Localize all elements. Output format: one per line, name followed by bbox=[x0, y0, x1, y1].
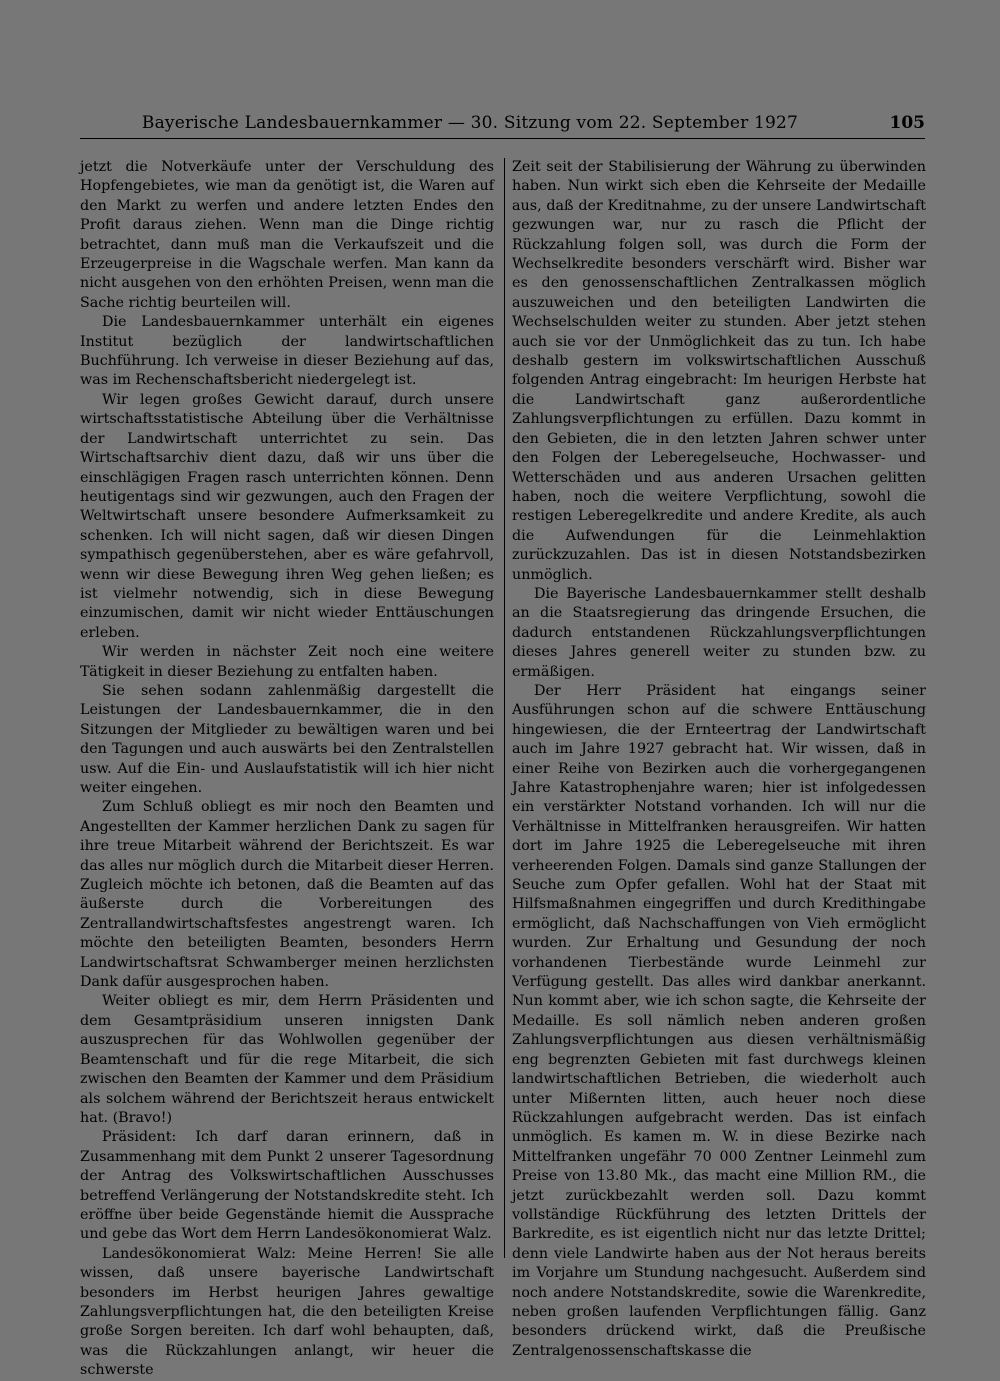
page-number: 105 bbox=[889, 113, 925, 133]
left-column bbox=[80, 158, 494, 1381]
column-divider bbox=[504, 158, 505, 1258]
paragraph: Die Landesbauernkammer unterhält ein eigenes Institut bezüglich der landwirtschaftlichen Buchführung. Ich verweise in dieser Beziehung auf das, was im Rechenschaftsbericht niedergelegt ist. bbox=[80, 314, 494, 389]
paragraph: Wir legen großes Gewicht darauf, durch unsere wirtschaftsstatistische Abteilung über die Verhältnisse der Landwirtschaft unterrichtet zu sein. Das Wirtschaftsarchiv dient dazu, daß wir uns über die einschlägigen Fragen rasch unterrichten können. Denn heutigentags sind wir gezwungen, auch den Fragen der Weltwirtschaft unsere besondere Aufmerksamkeit zu schenken. Ich will nicht sagen, daß wir diesen Dingen sympathisch gegenüberstehen, aber es wäre gefahrvoll, wenn wir diese Bewegung ihren Weg gehen ließen; es ist vielmehr notwendig, sich in diese Bewegung einzumischen, damit wir nicht wieder Enttäuschungen erleben. bbox=[80, 391, 494, 641]
paragraph: Weiter obliegt es mir, dem Herrn Präsidenten und dem Gesamtpräsidium unseren innigsten Dank auszusprechen für das Wohlwollen gegenüber der Beamtenschaft und für die rege Mitarbeit, die sich zwischen den Beamten der Kammer und dem Präsidium als solchem während der Berichtszeit heraus entwickelt hat. (Bravo!) bbox=[80, 993, 494, 1126]
header-title: Bayerische Landesbauernkammer — 30. Sitzung vom 22. September 1927 bbox=[141, 113, 799, 133]
paragraph: Zeit seit der Stabilisierung der Währung zu überwinden haben. Nun wirkt sich eben die Kehrseite der Medaille aus, daß der Kreditnahme, zu der unsere Landwirtschaft gezwungen war, nur zu rasch die Pflicht der Rückzahlung folgen soll, was durch die Form der Wechselkredite besonders verschärft wird. Bisher war es den genossenschaftlichen Zentralkassen möglich auszuweichen und den beteiligten Landwirten die Wechselschulden weiter zu stunden. Aber jetzt stehen auch sie vor der Unmöglichkeit das zu tun. Ich habe deshalb gestern im volkswirtschaftlichen Ausschuß folgenden Antrag eingebracht: Im heurigen Herbste hat die Landwirtschaft ganz außerordentliche Zahlungsverpflichtungen zu erfüllen. Dazu kommt in den Gebieten, die in den letzten Jahren schwer unter den Folgen der Leberegelseuche, Hochwasser- und Wetterschäden und aus anderen Ursachen gelitten haben, noch die weitere Verpflichtung, sowohl die restigen Leberegelkredite und andere Kredite, als auch die Aufwendungen für die Leinmehlaktion zurückzuzahlen. Das ist in diesen Notstandsbezirken unmöglich. bbox=[512, 159, 926, 583]
paragraph: Der Herr Präsident hat eingangs seiner Ausführungen schon auf die schwere Enttäuschung hingewiesen, die der Ernteertrag der Landwirtschaft auch im Jahre 1927 gebracht hat. Wir wissen, daß in einer Reihe von Bezirken auch die vorhergegangenen Jahre Katastrophenjahre waren; hier ist infolgedessen ein verstärkter Notstand vorhanden. Ich will nur die Verhältnisse in Mittelfranken herausgreifen. Wir hatten dort im Jahre 1925 die Leberegelseuche mit ihren verheerenden Folgen. Damals sind ganze Stallungen der Seuche zum Opfer gefallen. Wohl hat der Staat mit Hilfsmaßnahmen eingegriffen und durch Kredithingabe ermöglicht, daß Nachschaffungen von Vieh ermöglicht wurden. Zur Erhaltung und Gesundung der noch vorhandenen Tierbestände wurde Leinmehl zur Verfügung gestellt. Das alles wird dankbar anerkannt. Nun kommt aber, wie ich schon sagte, die Kehrseite der Medaille. Es soll nämlich neben anderen großen Zahlungsverpflichtungen aus diesen verhältnismäßig eng begrenzten Gebieten mit fast durchwegs kleinen landwirtschaftlichen Betrieben, die wiederholt auch unter Mißernten litten, auch heuer noch diese Rückzahlungen aufgebracht werden. Das ist einfach unmöglich. Es kamen m. W. in diese Bezirke nach Mittelfranken ungefähr 70 000 Zentner Leinmehl zum Preise von 13.80 Mk., das macht eine Million RM., die jetzt zurückbezahlt werden soll. Dazu kommt vollständige Rückführung des letzten Drittels der Barkredite, es ist eigentlich nicht nur das letzte Drittel; denn viele Landwirte haben aus der Not heraus bereits im Vorjahre um Stundung nachgesucht. Außerdem sind noch andere Notstandskredite, sowie die Warenkredite, neben großen laufenden Verpflichtungen fällig. Ganz besonders drückend wirkt, daß die Preußische Zentralgenossenschaftskasse die bbox=[512, 682, 926, 1359]
right-column bbox=[512, 158, 926, 1361]
paragraph: Landesökonomierat Walz: Meine Herren! Sie alle wissen, daß unsere bayerische Landwirtschaft besonders im Herbst heurigen Jahres gewaltige Zahlungsverpflichtungen hat, die den beteiligten Kreise große Sorgen bereiten. Ich darf wohl behaupten, daß, was die Rückzahlungen anlangt, wir heuer die schwerste bbox=[80, 1245, 494, 1379]
header-rule bbox=[80, 138, 925, 139]
paragraph: Präsident: Ich darf daran erinnern, daß in Zusammenhang mit dem Punkt 2 unserer Tagesordnung der Antrag des Volkswirtschaftlichen Ausschusses betreffend Verlängerung der Notstandskredite steht. Ich eröffne über beide Gegenstände hiemit die Aussprache und gebe das Wort dem Herrn Landesökonomierat Walz. bbox=[80, 1129, 494, 1243]
paragraph: Sie sehen sodann zahlenmäßig dargestellt die Leistungen der Landesbauernkammer, die in den Sitzungen der Mitglieder zu bewältigen waren und bei den Tagungen und auch auswärts bei den Zentralstellen usw. Auf die Ein- und Auslaufstatistik will ich hier nicht weiter eingehen. bbox=[80, 682, 494, 796]
paragraph: Wir werden in nächster Zeit noch eine weitere Tätigkeit in dieser Beziehung zu entfalten haben. bbox=[80, 644, 494, 680]
running-header bbox=[80, 113, 925, 141]
paragraph: Die Bayerische Landesbauernkammer stellt deshalb an die Staatsregierung das dringende Ersuchen, die dadurch entstandenen Rückzahlungsverpflichtungen dieses Jahres generell weiter zu stunden bzw. zu ermäßigen. bbox=[512, 585, 926, 680]
paragraph: jetzt die Notverkäufe unter der Verschuldung des Hopfengebietes, wie man da genötigt ist, die Waren auf den Markt zu werfen und andere letzten Endes den Profit daraus ziehen. Wenn man die Dinge richtig betrachtet, dann muß man die Verkaufszeit und die Erzeugerpreise in die Wagschale werfen. Man kann da nicht ausgehen von den erhöhten Preisen, wenn man die Sache richtig beurteilen will. bbox=[80, 159, 494, 311]
paragraph: Zum Schluß obliegt es mir noch den Beamten und Angestellten der Kammer herzlichen Dank zu sagen für ihre treue Mitarbeit während der Berichtszeit. Es war das alles nur möglich durch die Mitarbeit dieser Herren. Zugleich möchte ich betonen, daß die Beamten auf das äußerste durch die Vorbereitungen des Zentrallandwirtschaftsfestes angestrengt waren. Ich möchte den beteiligten Beamten, besonders Herrn Landwirtschaftsrat Schwamberger meinen herzlichsten Dank dafür ausgesprochen haben. bbox=[80, 799, 494, 991]
